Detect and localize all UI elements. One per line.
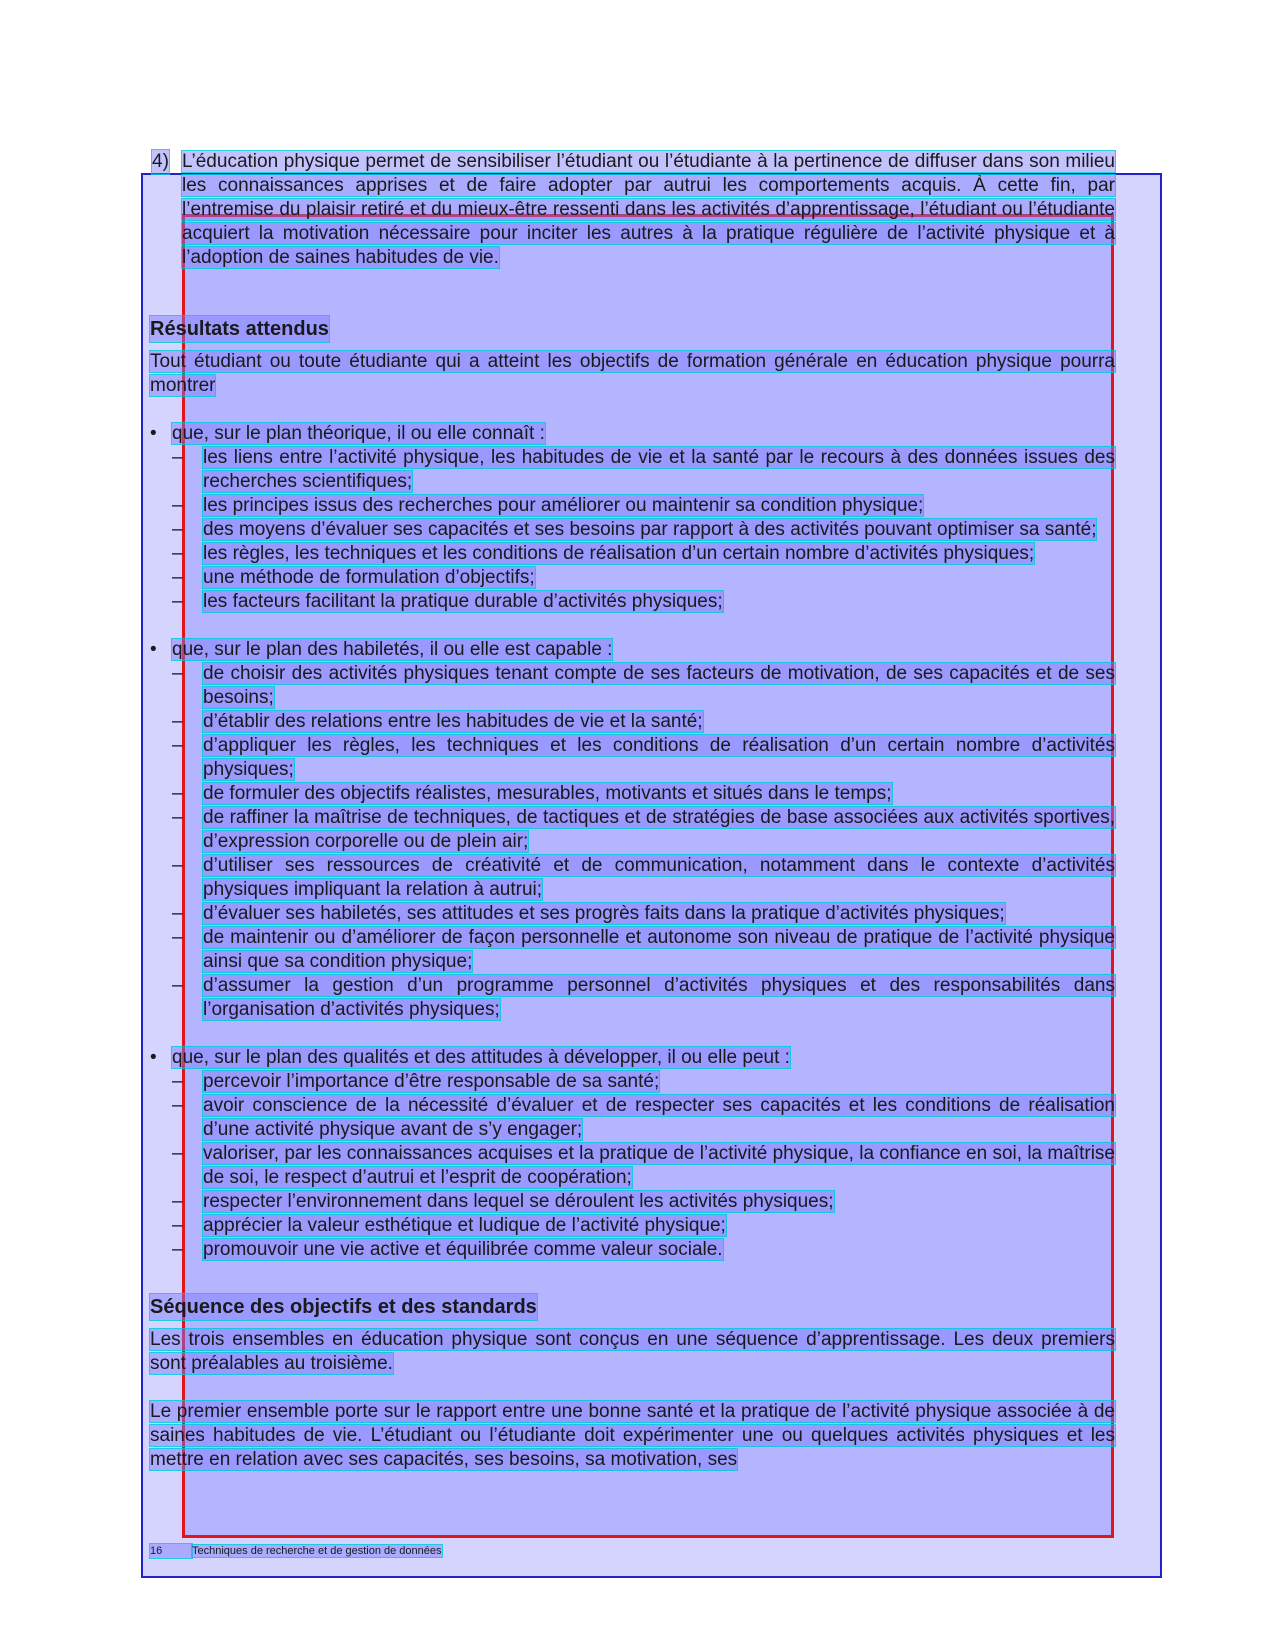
spacer xyxy=(150,614,1115,638)
list-item xyxy=(172,1238,1115,1262)
section-heading-results: Résultats attendus xyxy=(150,318,329,340)
dash-icon: – xyxy=(172,495,183,516)
dash-icon: – xyxy=(172,447,183,468)
list-item xyxy=(172,566,1115,590)
list-item-text: percevoir l’importance d’être responsable de sa santé; xyxy=(203,1071,660,1092)
bullet-icon: • xyxy=(150,1047,157,1068)
spacer xyxy=(150,1022,1115,1046)
list-item xyxy=(172,974,1115,1022)
bullet-icon: • xyxy=(150,639,157,660)
results-group-list xyxy=(150,422,1115,1262)
dash-icon: – xyxy=(172,1215,183,1236)
sequence-paragraph-2 xyxy=(150,1400,1115,1472)
list-item xyxy=(172,518,1115,542)
section-heading-sequence: Séquence des objectifs et des standards xyxy=(150,1296,537,1318)
list-item xyxy=(172,1094,1115,1142)
dash-icon: – xyxy=(172,519,183,540)
page-number: 16 xyxy=(150,1544,192,1558)
list-item xyxy=(172,734,1115,782)
list-item xyxy=(172,494,1115,518)
list-item-text: les facteurs facilitant la pratique durable d’activités physiques; xyxy=(203,591,723,612)
dash-icon: – xyxy=(172,927,183,948)
group-head: que, sur le plan des habiletés, il ou elle est capable : xyxy=(172,639,613,660)
list-item xyxy=(172,782,1115,806)
list-item xyxy=(172,1142,1115,1190)
group-head: que, sur le plan des qualités et des attitudes à développer, il ou elle peut : xyxy=(172,1047,790,1068)
paragraph-text: Les trois ensembles en éducation physique sont conçus en une séquence d’apprentissage. Les deux premiers sont préalables au troisième. xyxy=(150,1329,1115,1374)
list-item-text: apprécier la valeur esthétique et ludique de l’activité physique; xyxy=(203,1215,726,1236)
results-intro xyxy=(150,350,1115,398)
dash-icon: – xyxy=(172,975,183,996)
results-group-attitudes xyxy=(150,1046,1115,1262)
results-group-theory xyxy=(150,422,1115,614)
dash-icon: – xyxy=(172,543,183,564)
dash-icon: – xyxy=(172,711,183,732)
bullet-icon: • xyxy=(150,423,157,444)
document-page xyxy=(150,150,1115,1472)
paragraph-text: L’éducation physique permet de sensibiliser l’étudiant ou l’étudiante à la pertinence de diffuser dans son milieu les connaissances apprises et de faire adopter par autrui les comportements acquis. À cette fin, par l’entremise du plaisir retiré et du mieux-être ressenti dans les activités d’apprentissage, l’étudiant ou l’étudiante acquiert la motivation nécessaire pour inciter les autres à la pratique régulière de l’activité physique et à l’adoption de saines habitudes de vie. xyxy=(182,151,1115,268)
list-item-text: une méthode de formulation d’objectifs; xyxy=(203,567,535,588)
list-item xyxy=(172,1190,1115,1214)
list-item xyxy=(172,902,1115,926)
results-group-skills xyxy=(150,638,1115,1022)
dash-icon: – xyxy=(172,1071,183,1092)
list-item-text: avoir conscience de la nécessité d’évaluer et de respecter ses capacités et les conditions de réalisation d’une activité physique avant de s’y engager; xyxy=(203,1095,1115,1140)
list-item-text: d’évaluer ses habiletés, ses attitudes et ses progrès faits dans la pratique d’activités physiques; xyxy=(203,903,1005,924)
list-item xyxy=(172,926,1115,974)
list-item-text: d’utiliser ses ressources de créativité et de communication, notamment dans le contexte d’activités physiques impliquant la relation à autrui; xyxy=(203,855,1115,900)
page-footer xyxy=(150,1544,442,1558)
list-item xyxy=(172,710,1115,734)
dash-icon: – xyxy=(172,1143,183,1164)
list-item-text: les règles, les techniques et les conditions de réalisation d’un certain nombre d’activités physiques; xyxy=(203,543,1035,564)
list-item xyxy=(172,542,1115,566)
list-item xyxy=(172,806,1115,854)
group-head: que, sur le plan théorique, il ou elle connaît : xyxy=(172,423,545,444)
list-item-text: les liens entre l’activité physique, les habitudes de vie et la santé par le recours à des données issues des recherches scientifiques; xyxy=(203,447,1115,492)
list-item-text: respecter l’environnement dans lequel se déroulent les activités physiques; xyxy=(203,1191,834,1212)
list-item-text: des moyens d’évaluer ses capacités et ses besoins par rapport à des activités pouvant optimiser sa santé; xyxy=(203,519,1097,540)
list-item-text: de raffiner la maîtrise de techniques, de tactiques et de stratégies de base associées aux activités sportives, d’expression corporelle ou de plein air; xyxy=(203,807,1115,852)
dash-icon: – xyxy=(172,1191,183,1212)
list-item-text: de maintenir ou d’améliorer de façon personnelle et autonome son niveau de pratique de l’activité physique ainsi que sa condition physique; xyxy=(203,927,1115,972)
dash-icon: – xyxy=(172,903,183,924)
list-item xyxy=(172,662,1115,710)
numbered-paragraph-4 xyxy=(150,150,1115,270)
list-item xyxy=(172,590,1115,614)
dash-icon: – xyxy=(172,663,183,684)
list-item-text: d’appliquer les règles, les techniques et les conditions de réalisation d’un certain nombre d’activités physiques; xyxy=(203,735,1115,780)
list-item-text: promouvoir une vie active et équilibrée comme valeur sociale. xyxy=(203,1239,723,1260)
results-intro-text: Tout étudiant ou toute étudiante qui a atteint les objectifs de formation générale en éducation physique pourra montrer xyxy=(150,351,1115,396)
list-item xyxy=(172,1070,1115,1094)
item-number: 4) xyxy=(152,151,169,172)
paragraph-text: Le premier ensemble porte sur le rapport entre une bonne santé et la pratique de l’activité physique associée à de saines habitudes de vie. L’étudiant ou l’étudiante doit expérimenter une ou quelques activités physiques et les mettre en relation avec ses capacités, ses besoins, sa motivation, ses xyxy=(150,1401,1115,1470)
list-item xyxy=(172,1214,1115,1238)
list-item-text: d’établir des relations entre les habitudes de vie et la santé; xyxy=(203,711,703,732)
dash-icon: – xyxy=(172,591,183,612)
dash-icon: – xyxy=(172,567,183,588)
list-item-text: les principes issus des recherches pour améliorer ou maintenir sa condition physique; xyxy=(203,495,924,516)
dash-icon: – xyxy=(172,1239,183,1260)
list-item-text: de formuler des objectifs réalistes, mesurables, motivants et situés dans le temps; xyxy=(203,783,892,804)
list-item-text: valoriser, par les connaissances acquises et la pratique de l’activité physique, la confiance en soi, la maîtrise de soi, le respect d’autrui et l’esprit de coopération; xyxy=(203,1143,1115,1188)
footer-title: Techniques de recherche et de gestion de données xyxy=(192,1545,442,1557)
dash-icon: – xyxy=(172,783,183,804)
dash-icon: – xyxy=(172,807,183,828)
list-item-text: d’assumer la gestion d’un programme personnel d’activités physiques et des responsabilités dans l’organisation d’activités physiques; xyxy=(203,975,1115,1020)
list-item xyxy=(172,854,1115,902)
dash-icon: – xyxy=(172,855,183,876)
sequence-paragraph-1 xyxy=(150,1328,1115,1376)
dash-icon: – xyxy=(172,1095,183,1116)
list-item-text: de choisir des activités physiques tenant compte de ses facteurs de motivation, de ses capacités et de ses besoins; xyxy=(203,663,1115,708)
list-item xyxy=(172,446,1115,494)
dash-icon: – xyxy=(172,735,183,756)
